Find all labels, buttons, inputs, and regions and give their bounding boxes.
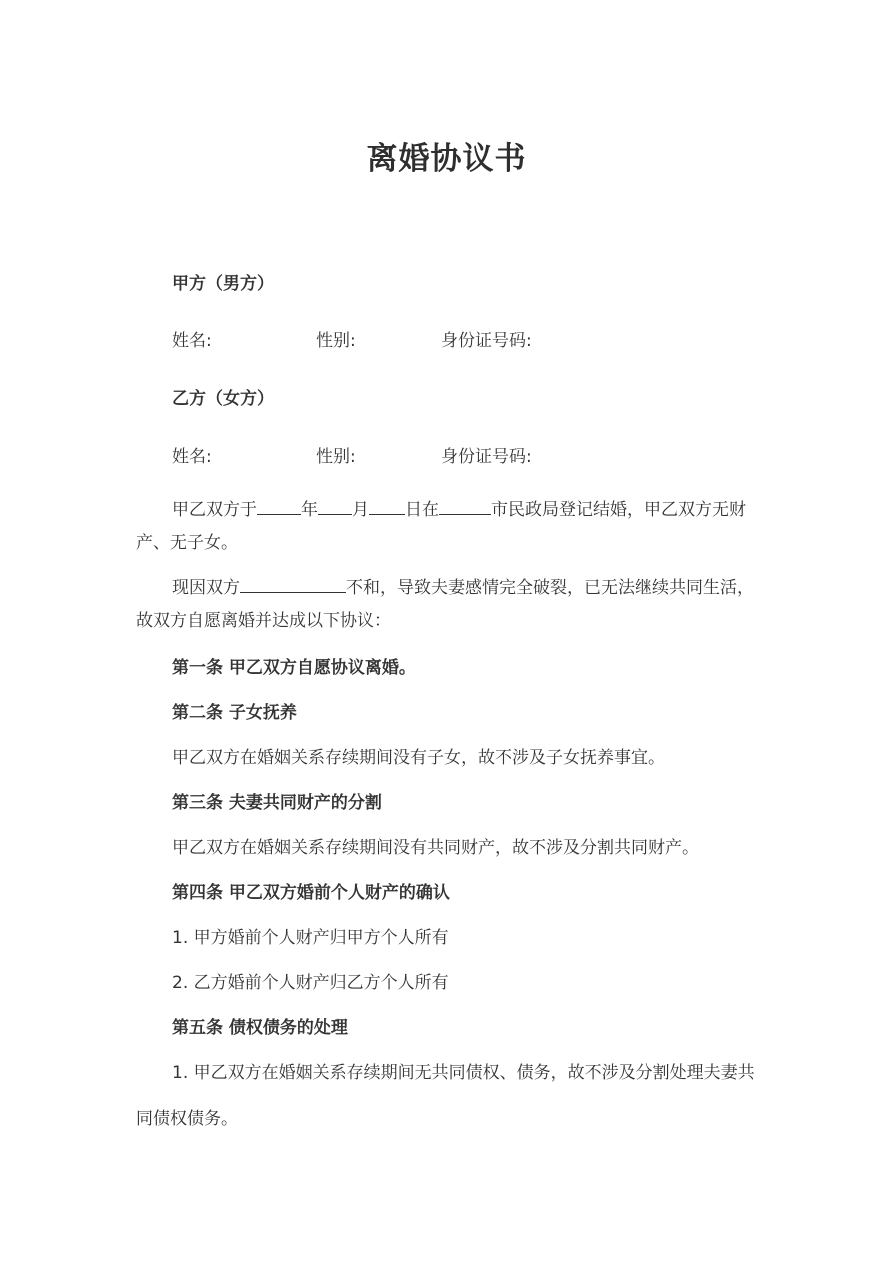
marriage-paragraph [136, 494, 758, 560]
party-b-id-label: 身份证号码: [441, 447, 532, 467]
article-4-item-1: 1. 甲方婚前个人财产归甲方个人所有 [172, 928, 449, 948]
month-blank[interactable] [318, 497, 352, 515]
day-label: 日在 [405, 500, 439, 520]
party-b-name-label: 姓名: [172, 447, 212, 467]
article-3-title: 第三条 夫妻共同财产的分割 [172, 793, 382, 813]
marriage-intro: 甲乙双方于 [172, 500, 257, 520]
reason-blank[interactable] [240, 575, 346, 593]
reason-tail: 不和，导致夫妻感情完全破裂，已无法继续共同生活，故双方自愿离婚并达成以下协议： [136, 578, 754, 631]
article-5-item-1: 1. 甲乙双方在婚姻关系存续期间无共同债权、债务，故不涉及分割处理夫妻共同债权债务。 [136, 1063, 755, 1129]
day-blank[interactable] [369, 497, 405, 515]
party-a-heading: 甲方（男方） [172, 274, 274, 294]
article-3-body: 甲乙双方在婚姻关系存续期间没有共同财产，故不涉及分割共同财产。 [172, 838, 699, 858]
year-blank[interactable] [257, 497, 301, 515]
party-a-gender-label: 性别: [316, 331, 356, 351]
article-1-title: 第一条 甲乙双方自愿协议离婚。 [172, 658, 416, 678]
party-b-gender-label: 性别: [316, 447, 356, 467]
article-4-item-2: 2. 乙方婚前个人财产归乙方个人所有 [172, 973, 449, 993]
party-b-heading: 乙方（女方） [172, 389, 274, 409]
city-blank[interactable] [439, 497, 491, 515]
reason-paragraph [136, 572, 758, 638]
article-2-body: 甲乙双方在婚姻关系存续期间没有子女，故不涉及子女抚养事宜。 [172, 748, 665, 768]
article-4-title: 第四条 甲乙双方婚前个人财产的确认 [172, 883, 450, 903]
document-title: 离婚协议书 [366, 141, 527, 177]
party-a-id-label: 身份证号码: [441, 331, 532, 351]
month-label: 月 [352, 500, 369, 520]
marriage-tail: 市民政局登记结婚，甲乙双方无财产、无子女。 [136, 500, 746, 553]
reason-intro: 现因双方 [172, 578, 240, 598]
article-2-title: 第二条 子女抚养 [172, 703, 297, 723]
party-a-name-label: 姓名: [172, 331, 212, 351]
year-label: 年 [301, 500, 318, 520]
article-5-title: 第五条 债权债务的处理 [172, 1018, 348, 1038]
